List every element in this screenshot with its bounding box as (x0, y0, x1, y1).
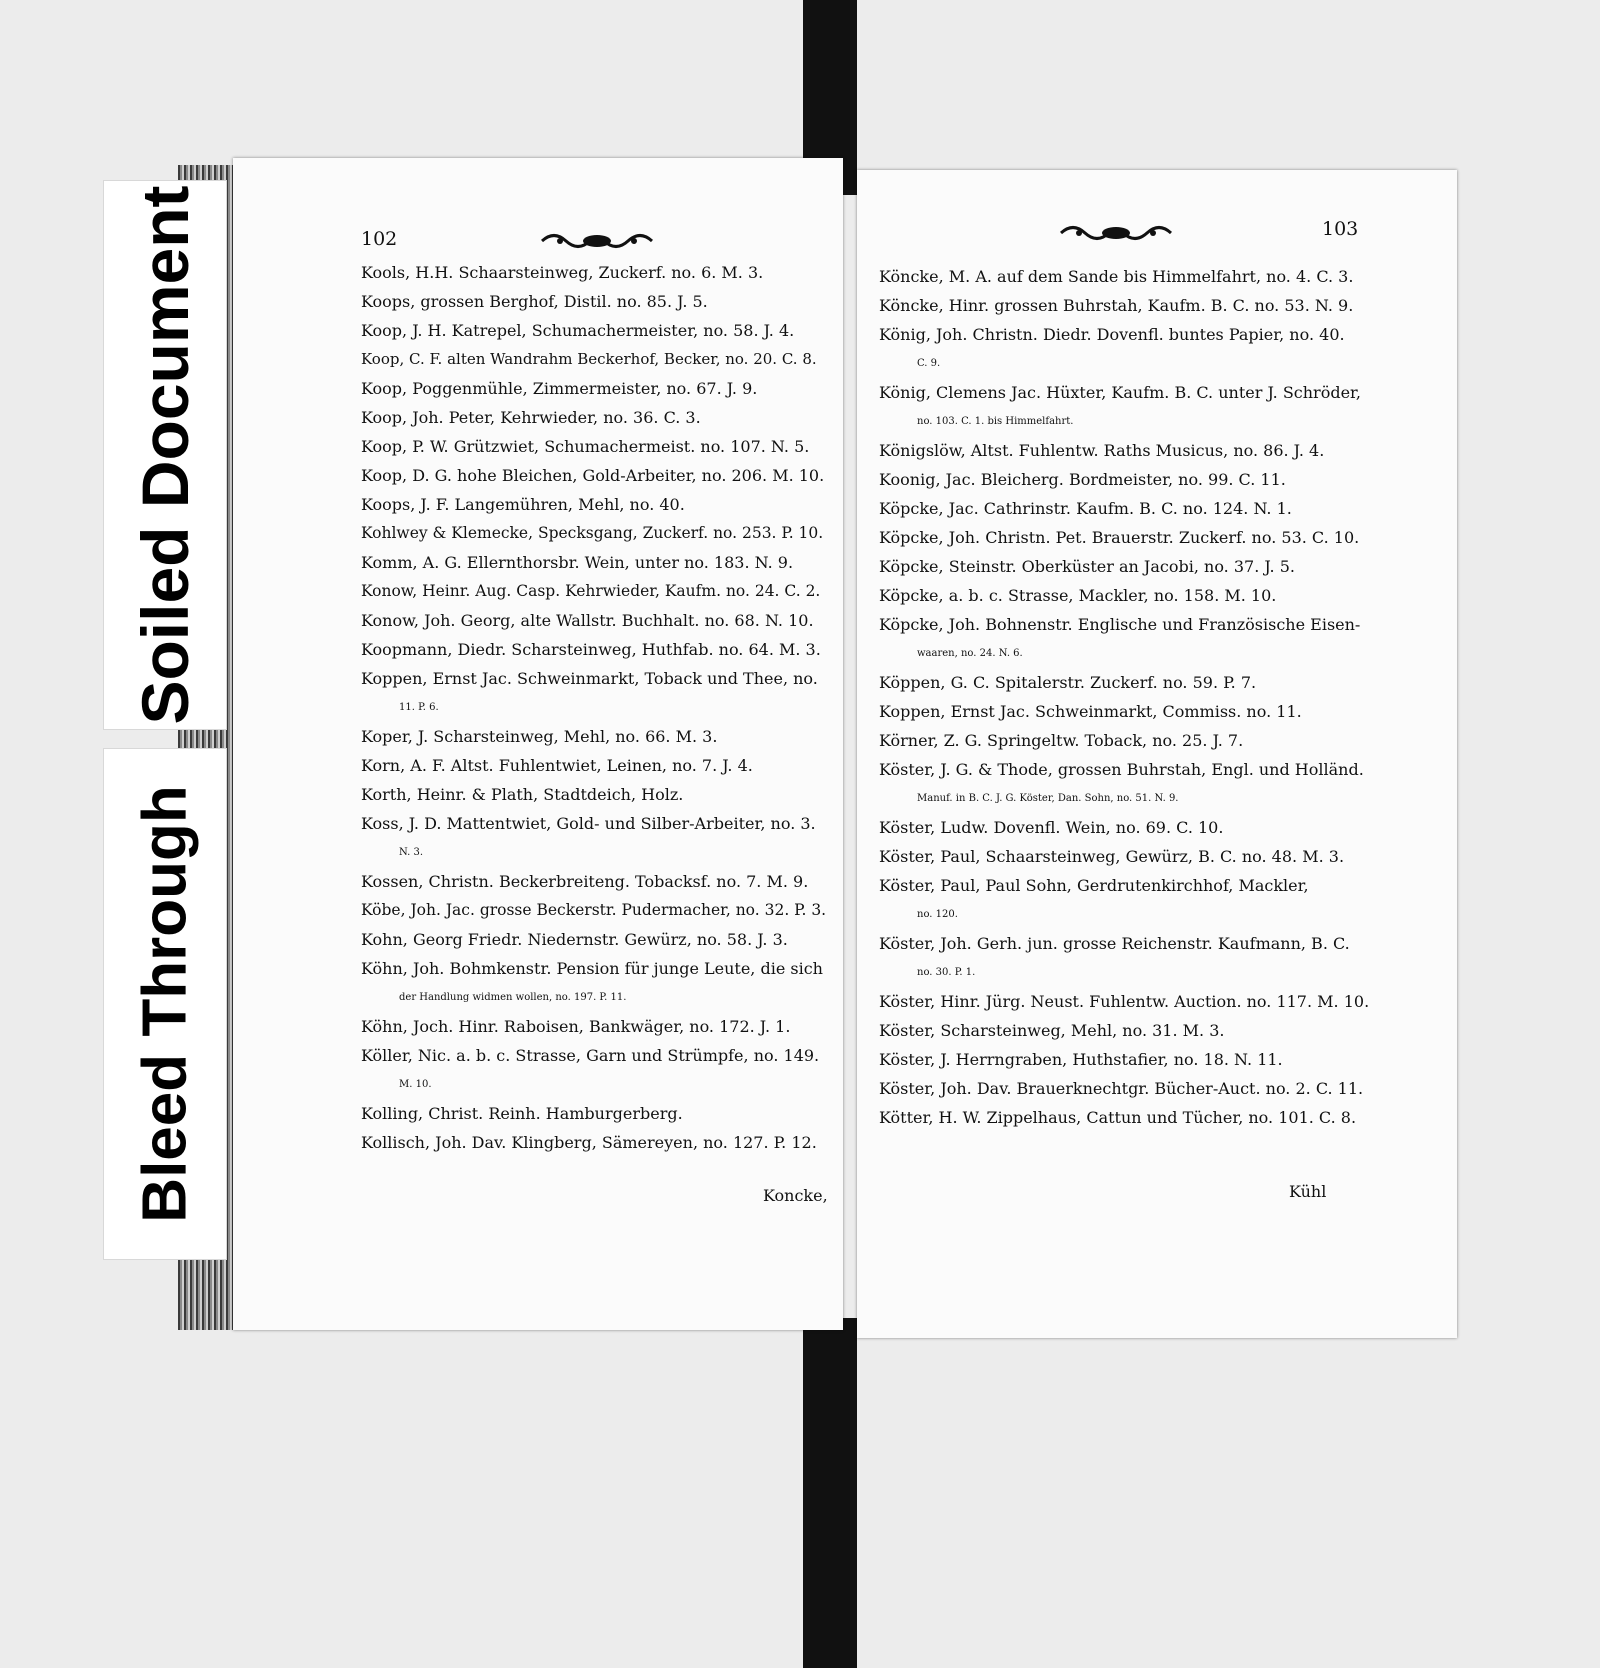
entry-line: Koop, Poggenmühle, Zimmermeister, no. 67. J. 9. (361, 379, 758, 398)
entry-line: Koop, Joh. Peter, Kehrwieder, no. 36. C. 3. (361, 408, 701, 427)
page-number-left: 102 (361, 228, 398, 250)
bleed-through-text: Bleed Through (130, 785, 200, 1223)
bleed-through-label (103, 748, 227, 1260)
entry-line: Koppen, Ernst Jac. Schweinmarkt, Toback und Thee, no. (361, 669, 818, 688)
entry-line: Köncke, Hinr. grossen Buhrstah, Kaufm. B. C. no. 53. N. 9. (879, 296, 1354, 315)
black-binding-strip-bottom (803, 1318, 857, 1668)
entry-line: König, Joh. Christn. Diedr. Dovenfl. buntes Papier, no. 40. (879, 325, 1345, 344)
entry-line: der Handlung widmen wollen, no. 197. P. 11. (399, 992, 627, 1003)
entry-line: Kolling, Christ. Reinh. Hamburgerberg. (361, 1104, 683, 1123)
entry-line: Korn, A. F. Altst. Fuhlentwiet, Leinen, no. 7. J. 4. (361, 756, 753, 775)
left-page (233, 158, 843, 1330)
entry-line: Köster, Paul, Paul Sohn, Gerdrutenkirchhof, Mackler, (879, 876, 1309, 895)
entry-line: Kossen, Christn. Beckerbreiteng. Tobacksf. no. 7. M. 9. (361, 872, 809, 891)
ornament-icon (1057, 220, 1175, 246)
right-entry-list (879, 262, 1439, 1132)
entry-line: Köster, Scharsteinweg, Mehl, no. 31. M. 3. (879, 1021, 1225, 1040)
entry-line: Kohn, Georg Friedr. Niedernstr. Gewürz, no. 58. J. 3. (361, 930, 788, 949)
entry-line: 11. P. 6. (399, 702, 439, 713)
entry-line: Köster, Paul, Schaarsteinweg, Gewürz, B. C. no. 48. M. 3. (879, 847, 1345, 866)
entry-line: Kollisch, Joh. Dav. Klingberg, Sämereyen, no. 127. P. 12. (361, 1133, 817, 1152)
entry-line: Köller, Nic. a. b. c. Strasse, Garn und Strümpfe, no. 149. (361, 1046, 820, 1065)
entry-line: Köster, Joh. Gerh. jun. grosse Reichenstr. Kaufmann, B. C. (879, 934, 1350, 953)
entry-line: Köppen, G. C. Spitalerstr. Zuckerf. no. 59. P. 7. (879, 673, 1257, 692)
entry-line: Koper, J. Scharsteinweg, Mehl, no. 66. M. 3. (361, 727, 718, 746)
entry-line: Köpcke, Steinstr. Oberküster an Jacobi, no. 37. J. 5. (879, 557, 1295, 576)
entry-line: Köster, Joh. Dav. Brauerknechtgr. Bücher-Auct. no. 2. C. 11. (879, 1079, 1364, 1098)
right-page (857, 170, 1457, 1338)
entry-line: Kohlwey & Klemecke, Specksgang, Zuckerf. no. 253. P. 10. (361, 524, 824, 542)
page-number-right: 103 (1322, 218, 1359, 240)
entry-line: Köhn, Joh. Bohmkenstr. Pension für junge Leute, die sich (361, 959, 823, 978)
entry-line: no. 30. P. 1. (917, 967, 976, 978)
entry-line: Koopmann, Diedr. Scharsteinweg, Huthfab. no. 64. M. 3. (361, 640, 821, 659)
entry-line: Koonig, Jac. Bleicherg. Bordmeister, no. 99. C. 11. (879, 470, 1286, 489)
entry-line: Koop, J. H. Katrepel, Schumachermeister, no. 58. J. 4. (361, 321, 795, 340)
entry-line: Koops, J. F. Langemühren, Mehl, no. 40. (361, 495, 685, 514)
entry-line: C. 9. (917, 358, 941, 369)
entry-line: Köbe, Joh. Jac. grosse Beckerstr. Pudermacher, no. 32. P. 3. (361, 901, 827, 919)
entry-line: König, Clemens Jac. Hüxter, Kaufm. B. C. unter J. Schröder, (879, 383, 1362, 402)
entry-line: Königslöw, Altst. Fuhlentw. Raths Musicus, no. 86. J. 4. (879, 441, 1325, 460)
entry-line: Körner, Z. G. Springeltw. Toback, no. 25. J. 7. (879, 731, 1244, 750)
entry-line: no. 120. (917, 909, 958, 920)
entry-line: Kötter, H. W. Zippelhaus, Cattun und Tücher, no. 101. C. 8. (879, 1108, 1357, 1127)
entry-line: Köster, J. G. & Thode, grossen Buhrstah, Engl. und Holländ. (879, 760, 1364, 779)
entry-line: Köhn, Joch. Hinr. Raboisen, Bankwäger, no. 172. J. 1. (361, 1017, 791, 1036)
entry-line: Koop, C. F. alten Wandrahm Beckerhof, Becker, no. 20. C. 8. (361, 350, 817, 368)
entry-line: Korth, Heinr. & Plath, Stadtdeich, Holz. (361, 785, 684, 804)
entry-line: Konow, Joh. Georg, alte Wallstr. Buchhalt. no. 68. N. 10. (361, 611, 814, 630)
entry-line: Köpcke, Joh. Christn. Pet. Brauerstr. Zuckerf. no. 53. C. 10. (879, 528, 1360, 547)
catchword-right: Kühl (1289, 1182, 1327, 1201)
entry-line: Köster, J. Herrngraben, Huthstafier, no. 18. N. 11. (879, 1050, 1283, 1069)
entry-line: Koss, J. D. Mattentwiet, Gold- und Silber-Arbeiter, no. 3. (361, 814, 816, 833)
entry-line: waaren, no. 24. N. 6. (917, 648, 1023, 659)
entry-line: Koppen, Ernst Jac. Schweinmarkt, Commiss. no. 11. (879, 702, 1302, 721)
ornament-icon (538, 228, 656, 254)
entry-line: N. 3. (399, 847, 424, 858)
entry-line: Köpcke, Jac. Cathrinstr. Kaufm. B. C. no. 124. N. 1. (879, 499, 1292, 518)
entry-line: M. 10. (399, 1079, 432, 1090)
left-entry-list (361, 258, 831, 1157)
entry-line: Köpcke, Joh. Bohnenstr. Englische und Französische Eisen- (879, 615, 1361, 634)
entry-line: Manuf. in B. C. J. G. Köster, Dan. Sohn, no. 51. N. 9. (917, 793, 1179, 804)
entry-line: Komm, A. G. Ellernthorsbr. Wein, unter no. 183. N. 9. (361, 553, 794, 572)
entry-line: Kools, H.H. Schaarsteinweg, Zuckerf. no. 6. M. 3. (361, 263, 764, 282)
soiled-document-label (103, 180, 227, 730)
entry-line: no. 103. C. 1. bis Himmelfahrt. (917, 416, 1074, 427)
entry-line: Koop, D. G. hohe Bleichen, Gold-Arbeiter, no. 206. M. 10. (361, 466, 825, 485)
entry-line: Koop, P. W. Grützwiet, Schumachermeist. no. 107. N. 5. (361, 437, 810, 456)
entry-line: Konow, Heinr. Aug. Casp. Kehrwieder, Kaufm. no. 24. C. 2. (361, 582, 821, 600)
entry-line: Köster, Ludw. Dovenfl. Wein, no. 69. C. 10. (879, 818, 1224, 837)
entry-line: Köncke, M. A. auf dem Sande bis Himmelfahrt, no. 4. C. 3. (879, 267, 1354, 286)
entry-line: Koops, grossen Berghof, Distil. no. 85. J. 5. (361, 292, 708, 311)
catchword-left: Koncke, (763, 1186, 828, 1205)
entry-line: Köpcke, a. b. c. Strasse, Mackler, no. 158. M. 10. (879, 586, 1277, 605)
soiled-document-text: Soiled Document (128, 185, 202, 725)
entry-line: Köster, Hinr. Jürg. Neust. Fuhlentw. Auction. no. 117. M. 10. (879, 992, 1370, 1011)
